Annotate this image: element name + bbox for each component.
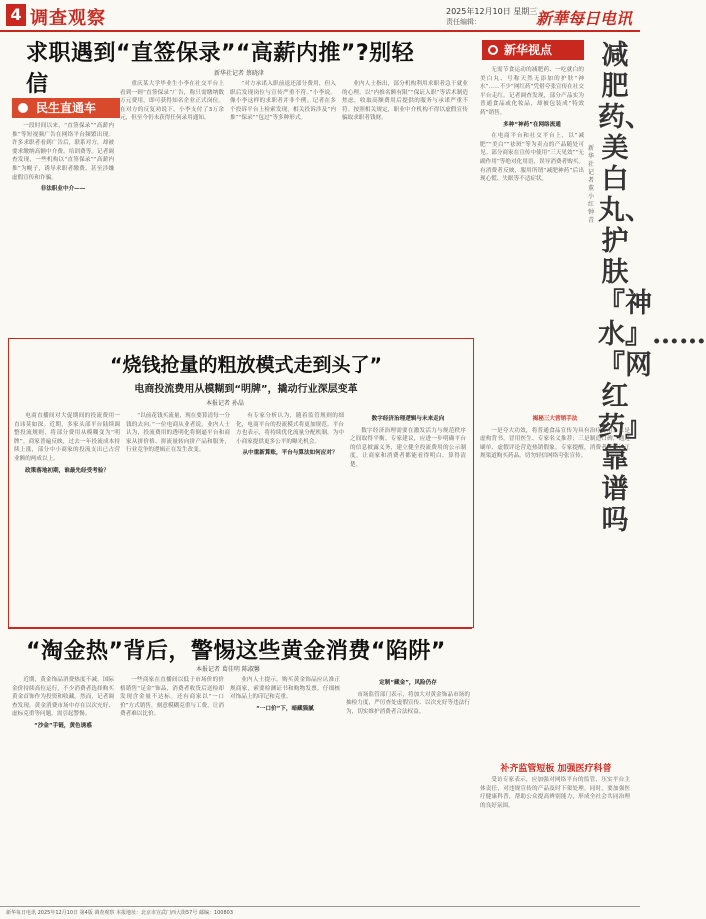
bottom-col-2	[120, 676, 224, 902]
badge-icon	[18, 103, 28, 113]
main-col-2	[120, 80, 224, 332]
sidebar-col-lower	[480, 776, 630, 902]
sidebar-vertical-headline: 减肥药、美白丸、护肤『神水』……『网红药』靠谱吗	[598, 40, 706, 536]
sidebar-col-middle	[480, 412, 630, 752]
main-byline: 新华社记者 蔡晓津	[214, 70, 264, 77]
paragraph: 受访专家表示，应加强对网络平台的监管，压实平台主体责任，对违规宣传的产品及时下架处理。同时，要加强医疗健康科普，帮助公众提高辨别能力，形成全社会共同治理的良好氛围。	[480, 777, 630, 809]
paragraph: 在电商平台和社交平台上，以“减肥”“美白”“祛斑”等为卖点的产品随处可见。部分商家在宣传中使用“三天见效”“无副作用”等绝对化用语，误导消费者购买。有消费者反映，服用所谓“减肥神药”后出现心慌、失眠等不适症状。	[480, 133, 584, 183]
xinhua-shidian-tag	[482, 40, 584, 60]
bottom-col-1	[12, 676, 114, 902]
paragraph: 电商直播间对大促期间的投流费用一直讳莫如深。近期，多家头部平台陆续调整投流规则，将部分费用从模糊变为“明牌”。商家普遍反映，过去一年投流成本持续上涨，部分中小商家的投流支出已占营业额的两成以上。	[14, 413, 120, 462]
paragraph: 一些商家在直播间以低于市场价的价格销售“足金”饰品，消费者收货后送检却发现含金量不达标。还有商家以“一口价”方式销售，刻意模糊克重与工费，让消费者难以比价。	[120, 677, 224, 718]
bottom-col-4	[346, 676, 470, 902]
sidebar-byline: 新华社记者 董小红 钟 青	[588, 145, 595, 224]
section-name: 调查观察	[30, 8, 106, 29]
main-col-4	[342, 80, 468, 332]
boxed-headline: “烧钱抢量的粗放模式走到头了”	[110, 354, 382, 376]
page-footer: 新华每日电讯 2025年12月10日 第4版 调查观察 本报地址：北京市宣武门西大街57号 邮编：100803	[0, 906, 640, 919]
paragraph: “对方承诺入职前退还部分费用，但入职后发现岗位与宣传严重不符。”小李说。像小李这样的求职者并非个例。记者在多个投诉平台上检索发现，相关投诉涉及“内推”“保录”“包过”等多种形式。	[230, 81, 336, 122]
subheading: 定制“藏金”，风险仍存	[379, 680, 437, 686]
main-col-3	[230, 80, 336, 332]
page-number: 4	[6, 4, 26, 26]
boxed-col-3	[236, 412, 344, 620]
subheading: 揭秘三大营销手法	[532, 416, 578, 422]
subheading: 数字经济治理逻辑与未来走向	[371, 416, 445, 422]
paragraph: 业内人士指出，部分机构利用求职者急于就业的心理，以“内推名额有限”“保证入职”等话术制造焦虑，收取高额费用后提供的服务与承诺严重不符。按照相关规定，职业中介机构不得以虚假宣传骗取求职者钱财。	[342, 81, 468, 122]
main-headline: 求职遇到“直签保录”“高薪内推”?别轻信	[26, 41, 415, 97]
boxed-byline: 本报记者 孙晶	[206, 400, 244, 407]
subheading: 非法职业中介——	[40, 186, 86, 193]
minsheng-tag	[12, 98, 120, 118]
subheading: 多种“神药”在网络流通	[503, 121, 561, 128]
main-col-1	[12, 122, 114, 332]
paragraph: 一段时间以来，“直签保录”“高薪内推”等短视频广告在网络平台频繁出现。许多求职者看到广告后，联系对方，却被要求缴纳高额中介费、培训费等。记者调查发现，一些机构以“直签保录”“高薪内推”为幌子，诱导求职者缴费，甚至涉嫌虚假宣传和诈骗。	[12, 123, 114, 181]
paragraph: 一是夸大功效，将普通食品宣传为具有治疗作用；二是虚构背书，冒用医生、专家名义推荐；三是制造口碑，通过刷单、虚假评论营造热销假象。专家提醒，消费者应通过正规渠道购买药品，切勿轻信网络夸张宣传。	[480, 427, 630, 460]
subheading: 政策落地初期，谁最先经受考验？	[25, 467, 109, 474]
sidebar-subheading-bottom: 补齐监管短板 加强医疗科普	[500, 764, 612, 774]
boxed-col-1	[14, 412, 120, 620]
boxed-col-4	[350, 412, 466, 620]
subheading: “沙金”手链，黄色诱惑	[34, 722, 92, 729]
bottom-byline: 本报记者 葛佳明 陈淑馨	[196, 666, 260, 673]
page-header	[0, 0, 640, 32]
boxed-col-2	[126, 412, 230, 620]
paragraph: “以前花钱买流量，现在要算清每一分钱的去向。”一位电商从业者说。业内人士认为，投流费用的透明化将倒逼平台和商家从拼价格、拼流量转向拼产品和服务，行业竞争的逻辑正在发生改变。	[126, 413, 230, 454]
editor-credit: 责任编辑：	[446, 18, 481, 26]
sidebar-col-upper	[480, 66, 584, 338]
paragraph: 无需节食运动的减肥药、一吃就白的美白丸、号称天然无添加的护肤“神水”……不少“网红药”凭借夸张宣传在社交平台走红。记者调查发现，部分产品实为普通食品或化妆品，却被包装成“特效药”销售。	[480, 67, 584, 116]
bottom-col-3	[230, 676, 340, 902]
subheading: 从中重新算账，平台与算法如何应对？	[242, 450, 338, 457]
paragraph: 有专家分析认为，随着监管规则的细化，电商平台的投流模式将更加规范。平台方也表示，将持续优化流量分配机制，为中小商家提供更多公平的曝光机会。	[236, 413, 344, 445]
paragraph: 数字经济治理需要在激发活力与规范秩序之间取得平衡。专家建议，应进一步明确平台的信息披露义务，建立健全投流费用的公示制度，让商家和消费者都能看得明白、算得清楚。	[350, 427, 466, 468]
badge-icon	[488, 45, 498, 55]
paragraph: 近期，黄金饰品消费热度不减。国际金价持续高位运行，不少消费者选择购买黄金首饰作为投资和收藏。然而，记者调查发现，黄金消费市场中存在以次充好、虚标克重等问题，需引起警惕。	[12, 677, 114, 718]
paragraph: 重庆某大学毕业生小李在社交平台上看到一则“直签保录”广告，称只需缴纳数万元费用，即可获得知名企业正式岗位。在对方的反复劝说下，小李支付了3万余元，但至今仍未获得任何录用通知。	[120, 81, 224, 122]
divider	[8, 628, 472, 629]
paragraph: 市场监管部门表示，将加大对黄金饰品市场的抽检力度，严厉查处虚假宣传、以次充好等违法行为，切实维护消费者合法权益。	[346, 691, 470, 715]
paragraph: 业内人士提示，购买黄金饰品应认准正规商家，索要检测证书和购物发票，仔细核对饰品上的印记和克重。	[230, 677, 340, 701]
tag-label: 新华视点	[504, 43, 553, 57]
issue-date: 2025年12月10日 星期三	[446, 7, 538, 16]
masthead-logo: 新華每日电讯	[535, 9, 632, 28]
tag-label: 民生直通车	[36, 101, 97, 115]
bottom-headline: “淘金热”背后，警惕这些黄金消费“陷阱”	[26, 639, 446, 664]
subheading: “一口价”下，暗藏猫腻	[256, 705, 314, 712]
boxed-subheadline: 电商投流费用从模糊到“明牌”，撬动行业深层变革	[134, 384, 358, 395]
